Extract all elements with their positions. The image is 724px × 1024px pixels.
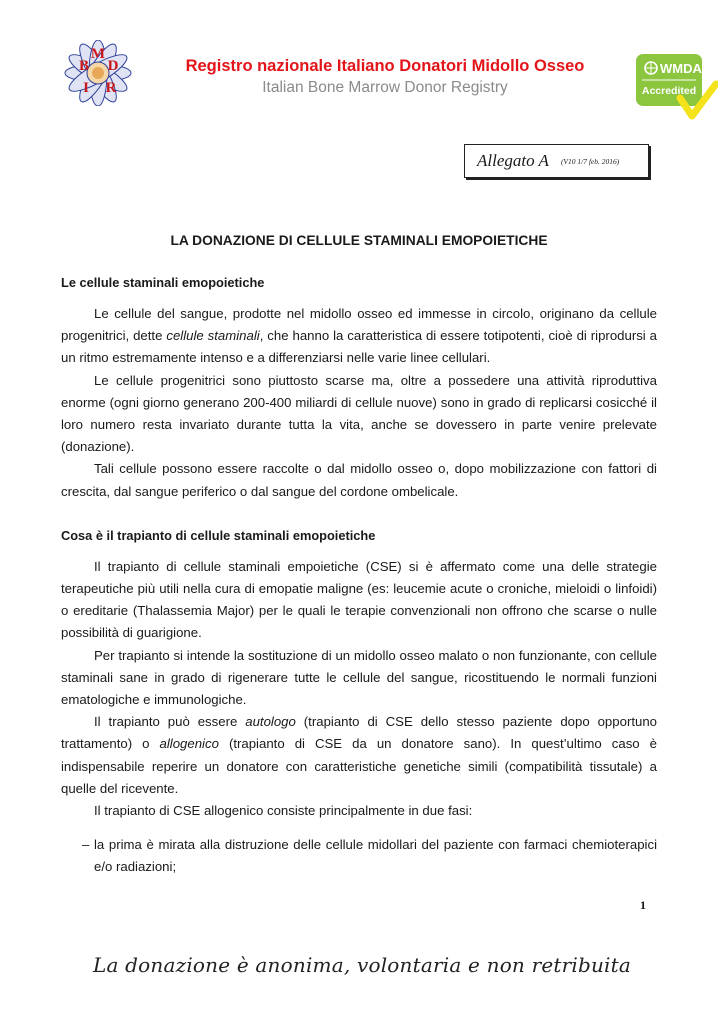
registry-subtitle: Italian Bone Marrow Donor Registry (262, 79, 508, 96)
document-title: LA DONAZIONE DI CELLULE STAMINALI EMOPOIETICHE (170, 233, 548, 248)
logo-letter-b: B (78, 58, 90, 74)
paragraph: Il trapianto di cellule staminali empoietiche (CSE) si è affermato come una delle strategie terapeutiche più utili nella cura di emopatie maligne (es: leucemie acute o croniche, mieloidi o linfoidi) o ereditarie (Thalassemia Major) per le quali le terapie convenzionali non offrono che scarse o nulle possibilità di guarigione. (61, 558, 657, 641)
document-body (61, 230, 657, 879)
emphasis-text: allogenico (159, 736, 219, 752)
list-dash: – (82, 837, 90, 853)
allegato-title: Allegato A (477, 151, 549, 170)
wmda-brand-text: WMDA (660, 61, 702, 76)
paragraph: Il trapianto di CSE allogenico consiste principalmente in due fasi: (94, 803, 473, 819)
footer-motto: La donazione è anonima, volontaria e non retribuita (92, 953, 632, 977)
logo-letter-d: D (107, 58, 119, 74)
logo-letter-r: R (105, 80, 117, 96)
allegato-box (464, 144, 649, 178)
wmda-accredited-badge (634, 54, 718, 124)
paragraph: Il trapianto può essere autologo (trapianto di CSE dello stesso paziente dopo opportuno trattamento) o allogenico (trapianto di CSE da un donatore sano). In quest’ultimo caso è indispensabile reperire un donatore con caratteristiche genetiche simili (compatibilità tissutale) a quelle del ricevente. (61, 714, 657, 796)
list-item-text: la prima è mirata alla distruzione delle cellule midollari del paziente con farmaci chemioterapici e/o radiazioni; (94, 837, 657, 875)
allegato-version: (V10 1/7 feb. 2016) (560, 156, 620, 166)
paragraph: Per trapianto si intende la sostituzione di un midollo osseo malato o non funzionante, con cellule staminali sane in grado di rigenerare tutte le cellule del sangue, ricostituendo le normali funzioni ematologiche e immunologiche. (61, 647, 657, 708)
header-title-block (150, 56, 620, 98)
emphasis-text: cellule staminali (166, 328, 260, 344)
wmda-accredited-text: Accredited (641, 85, 697, 97)
section-heading-transplant: Cosa è il trapianto di cellule staminali emopoietiche (61, 527, 376, 543)
logo-letter-m: M (90, 46, 106, 62)
page-number: 1 (640, 898, 646, 912)
paragraph: Le cellule del sangue, prodotte nel midollo osseo ed immesse in circolo, originano da cellule progenitrici, dette cellule staminali, che hanno la caratteristica di essere totipotenti, cioè di riprodursi a un ritmo estremamente intenso e a differenziarsi nelle varie linee cellulari. (61, 306, 657, 366)
list-item (61, 834, 657, 878)
logo-letter-i: I (83, 80, 89, 96)
section-heading-stem-cells: Le cellule staminali emopoietiche (61, 275, 265, 290)
emphasis-text: autologo (245, 714, 296, 730)
ibmdr-logo (62, 40, 134, 106)
registry-title: Registro nazionale Italiano Donatori Midollo Osseo (185, 57, 585, 75)
paragraph: Tali cellule possono essere raccolte o dal midollo osseo o, dopo mobilizzazione con fattori di crescita, dal sangue periferico o dal sangue del cordone ombelicale. (61, 461, 657, 499)
phase-list (61, 834, 657, 878)
paragraph: Le cellule progenitrici sono piuttosto scarse ma, oltre a possedere una attività riproduttiva enorme (ogni giorno generano 200-400 miliardi di cellule nuove) sono in grado di replicarsi cosicché il loro numero resta invariato durante tutta la vita, anche se dovessero in parte venire prelevate (donazione). (61, 372, 657, 455)
